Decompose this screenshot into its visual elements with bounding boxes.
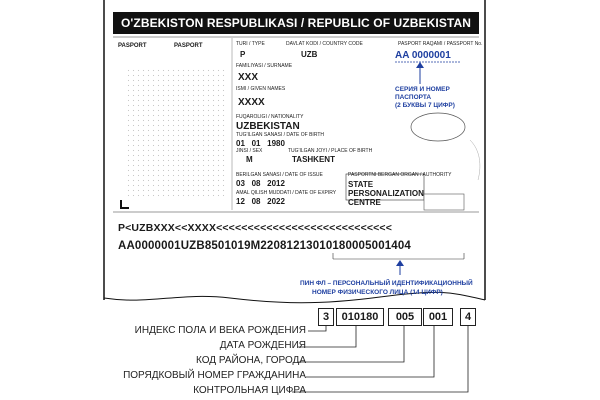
surname-value: XXX xyxy=(238,72,259,83)
expiry-value: 12 08 2022 xyxy=(236,197,285,206)
legend-birth-date: ДАТА РОЖДЕНИЯ xyxy=(219,340,306,351)
mrz-line-1: P<UZBXXX<<XXXX<<<<<<<<<<<<<<<<<<<<<<<<<<<< xyxy=(118,222,392,234)
given-names-label: ISMI / GIVEN NAMES xyxy=(236,86,286,92)
nationality-label: FUQAROLIGI / NATIONALITY xyxy=(236,114,304,120)
surname-label: FAMILIYASI / SURNAME xyxy=(236,63,293,69)
nationality-value: UZBEKISTAN xyxy=(236,121,300,132)
dob-value: 01 01 1980 xyxy=(236,139,285,148)
pin-note-line-2: НОМЕР ФИЗИЧЕСКОГО ЛИЦА (14 ЦИФР) xyxy=(312,289,443,296)
given-names-value: XXXX xyxy=(238,97,265,108)
legend-serial-number: ПОРЯДКОВЫЙ НОМЕР ГРАЖДАНИНА xyxy=(123,370,306,381)
mrz-line-2: AA0000001UZB8501019M22081213010180005001404 xyxy=(118,240,411,252)
authority-value: STATE PERSONALIZATION CENTRE xyxy=(348,180,424,207)
pin-part-check-digit: 4 xyxy=(460,308,476,326)
issue-value: 03 08 2012 xyxy=(236,179,285,188)
type-value: P xyxy=(240,50,246,59)
passport-number-value: AA 0000001 xyxy=(395,50,451,61)
pin-note-line-1: ПИН ФЛ – ПЕРСОНАЛЬНЫЙ ИДЕНТИФИКАЦИОННЫЙ xyxy=(300,280,473,287)
series-note-line-1: СЕРИЯ И НОМЕР xyxy=(395,86,450,93)
series-note-line-2: ПАСПОРТА xyxy=(395,94,432,101)
passport-title: O'ZBEKISTON RESPUBLIKASI / REPUBLIC OF UZBEKISTAN xyxy=(113,12,479,34)
issue-label: BERILGAN SANASI / DATE OF ISSUE xyxy=(236,172,323,178)
country-label: DAVLAT KODI / COUNTRY CODE xyxy=(286,41,363,47)
authority-label: PASPORTNI BERGAN ORGAN / AUTHORITY xyxy=(348,172,452,178)
legend-gender-century: ИНДЕКС ПОЛА И ВЕКА РОЖДЕНИЯ xyxy=(134,325,306,336)
passport-word-1: PASPORT xyxy=(118,43,147,49)
expiry-label: AMAL QILISH MUDDATI / DATE OF EXPIRY xyxy=(236,190,337,196)
pin-part-district-code: 005 xyxy=(388,308,422,326)
sex-label: JINSI / SEX xyxy=(236,148,263,154)
type-label: TURI / TYPE xyxy=(236,41,265,47)
country-value: UZB xyxy=(301,50,318,59)
series-note-line-3: (2 БУКВЫ 7 ЦИФР) xyxy=(395,102,455,109)
pin-part-gender-century: 3 xyxy=(318,308,334,326)
sex-value: M xyxy=(246,155,253,164)
pob-value: TASHKENT xyxy=(292,155,335,164)
passport-word-2: PASPORT xyxy=(174,43,203,49)
pin-part-serial-number: 001 xyxy=(423,308,453,326)
legend-check-digit: КОНТРОЛЬНАЯ ЦИФРА xyxy=(193,385,306,396)
pin-part-birth-date: 010180 xyxy=(336,308,384,326)
passport-number-label: PASPORT RAQAMI / PASSPORT No. xyxy=(398,41,483,47)
photo-area xyxy=(126,68,226,200)
legend-district-code: КОД РАЙОНА, ГОРОДА xyxy=(196,355,306,366)
dob-label: TUG'ILGAN SANASI / DATE OF BIRTH xyxy=(236,132,325,138)
pob-label: TUG'ILGAN JOYI / PLACE OF BIRTH xyxy=(288,148,373,154)
